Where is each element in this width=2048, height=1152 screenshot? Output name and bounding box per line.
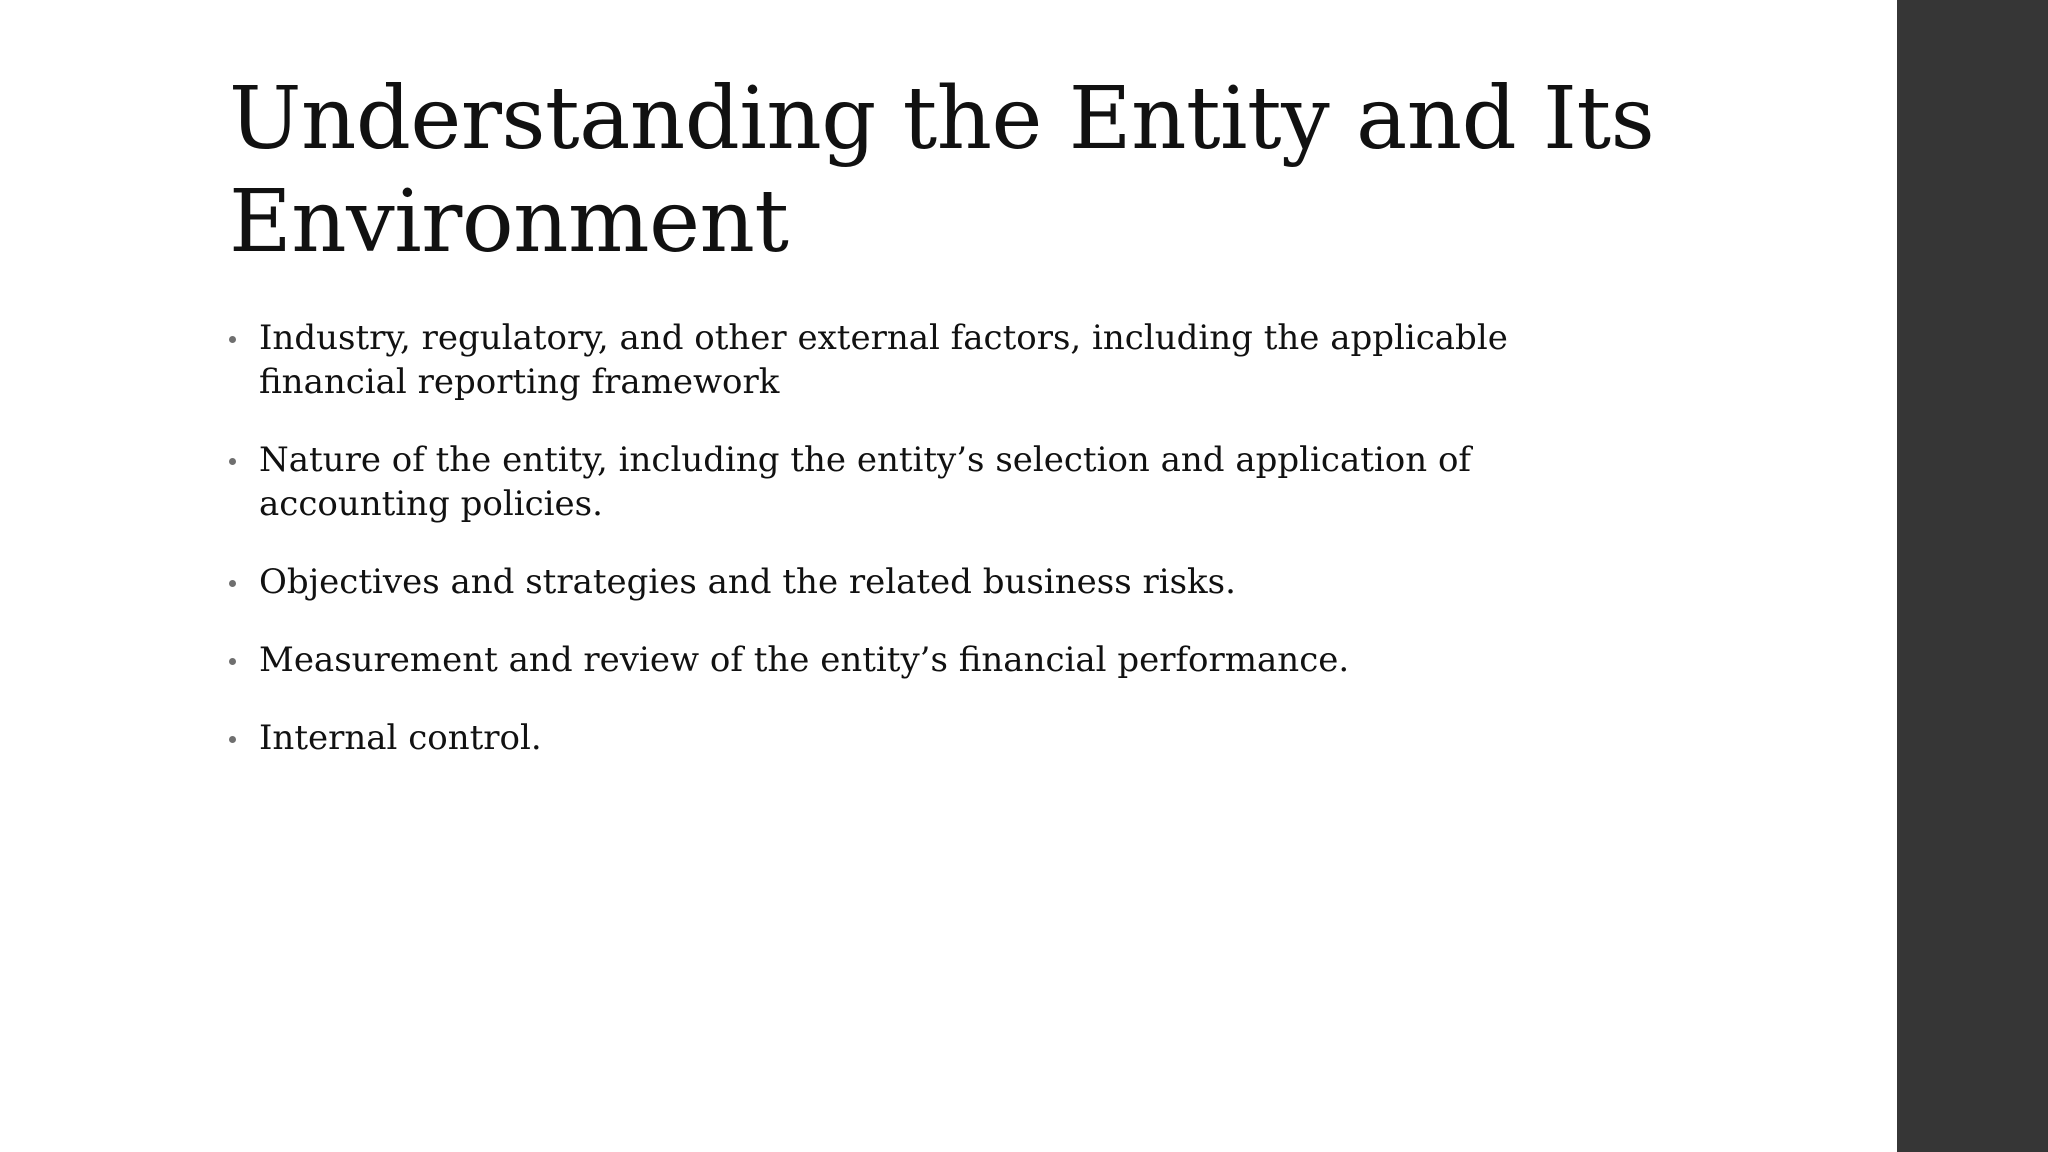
bullet-text: Internal control. — [259, 718, 542, 758]
bullet-dot-icon — [229, 580, 236, 587]
bullet-list — [229, 316, 1629, 794]
bullet-item — [229, 638, 1629, 682]
bullet-item — [229, 716, 1629, 760]
bullet-text: Measurement and review of the entity’s financial performance. — [259, 640, 1350, 680]
bullet-item — [229, 316, 1629, 404]
bullet-dot-icon — [229, 736, 236, 743]
slide-title: Understanding the Entity and Its Environment — [229, 69, 1655, 272]
bullet-item — [229, 438, 1629, 526]
bullet-text: Nature of the entity, including the entity’s selection and application of accounting policies. — [259, 440, 1471, 524]
bullet-dot-icon — [229, 336, 236, 343]
bullet-item — [229, 560, 1629, 604]
bullet-dot-icon — [229, 658, 236, 665]
bullet-text: Industry, regulatory, and other external factors, including the applicable financial reporting framework — [259, 318, 1508, 402]
bullet-dot-icon — [229, 458, 236, 465]
side-bar — [1897, 0, 2048, 1152]
bullet-text: Objectives and strategies and the related business risks. — [259, 562, 1236, 602]
